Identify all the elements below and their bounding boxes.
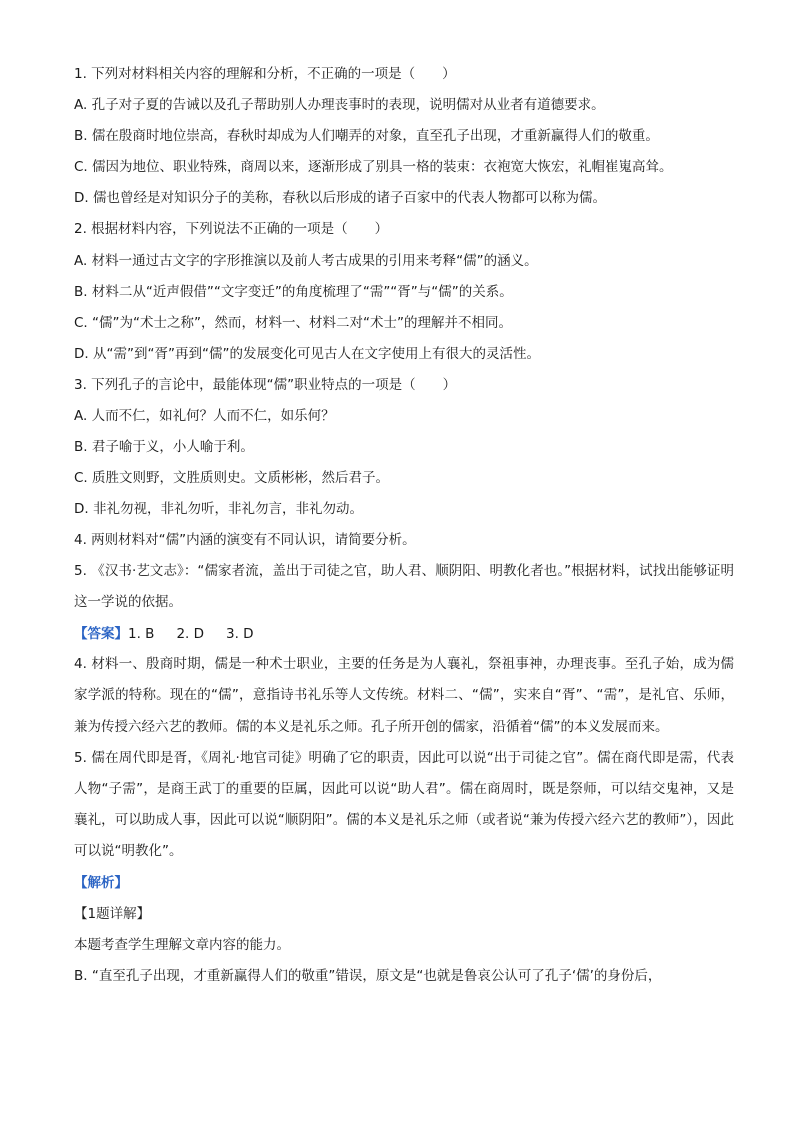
question-2-option-a: A. 材料一通过古文字的字形推演以及前人考古成果的引用来考释“儒”的涵义。 [74, 252, 538, 269]
answer-5: 5. 儒在周代即是胥，《周礼·地官司徒》明确了它的职责，因此可以说“出于司徒之官”。儒在商代即是需，代表人物“子需”，是商王武丁的重要的臣属，因此可以说“助人君”。儒在商周时，既是祭师，可以结交鬼神，又是襄礼，可以助成人事，因此可以说“顺阴阳”。儒的本义是礼乐之师（或者说“兼为传授六经六艺的教师”），因此可以说“明教化”。 [74, 749, 734, 860]
question-1-option-a: A. 孔子对子夏的告诫以及孔子帮助别人办理丧事时的表现，说明儒对从业者有道德要求。 [74, 97, 605, 114]
document-page [74, 64, 734, 997]
question-1-option-b: B. 儒在殷商时地位崇高，春秋时却成为人们嘲弄的对象，直至孔子出现，才重新赢得人们的敬重。 [74, 128, 659, 145]
question-3-option-a: A. 人而不仁，如礼何？人而不仁，如乐何？ [74, 408, 335, 425]
question-3-option-b: B. 君子喻于义，小人喻于利。 [74, 439, 254, 456]
answer-2: 2. D [176, 625, 205, 642]
answer-1: 1. B [128, 625, 155, 642]
question-1-option-d: D. 儒也曾经是对知识分子的美称，春秋以后形成的诸子百家中的代表人物都可以称为儒。 [74, 190, 606, 207]
analysis-tag-row [74, 873, 734, 893]
question-1-option-c: C. 儒因为地位、职业特殊，商周以来，逐渐形成了别具一格的装束：衣袍宽大恢宏，礼帽崔嵬高耸。 [74, 159, 673, 176]
analysis-subheading-1: 【1题详解】 [74, 905, 151, 922]
answer-4: 4. 材料一、殷商时期，儒是一种术士职业，主要的任务是为人襄礼，祭祖事神，办理丧事。至孔子始，成为儒家学派的特称。现在的“儒”，意指诗书礼乐等人文传统。材料二、“儒”，实来自“胥”、“需”，是礼官、乐师，兼为传授六经六艺的教师。儒的本义是礼乐之师。孔子所开创的儒家，沿循着“儒”的本义发展而来。 [74, 656, 734, 735]
question-2-option-b: B. 材料二从“近声假借”“文字变迁”的角度梳理了“需”“胥”与“儒”的关系。 [74, 283, 513, 300]
question-3-stem: 3. 下列孔子的言论中，最能体现“儒”职业特点的一项是（ ） [74, 376, 457, 393]
analysis-text-2: B. “直至孔子出现，才重新赢得人们的敬重”错误，原文是“也就是鲁哀公认可了孔子‘儒’的身份后， [74, 968, 662, 984]
question-3-option-c: C. 质胜文则野，文胜质则史。文质彬彬，然后君子。 [74, 470, 390, 487]
answer-3: 3. D [226, 625, 254, 642]
question-4-stem: 4. 两则材料对“儒”内涵的演变有不同认识，请简要分析。 [74, 532, 416, 549]
answer-tag: 【答案】 [74, 625, 128, 642]
question-5-stem: 5. 《汉书·艺文志》：“儒家者流，盖出于司徒之官，助人君、顺阴阳、明教化者也。”根据材料，试找出能够证明这一学说的依据。 [74, 563, 734, 611]
question-2-stem: 2. 根据材料内容，下列说法不正确的一项是（ ） [74, 221, 389, 238]
analysis-text-1: 本题考查学生理解文章内容的能力。 [74, 936, 290, 953]
question-2-option-d: D. 从“需”到“胥”再到“儒”的发展变化可见古人在文字使用上有很大的灵活性。 [74, 345, 540, 362]
answer-row [74, 624, 734, 644]
question-1-stem: 1. 下列对材料相关内容的理解和分析，不正确的一项是（ ） [74, 66, 456, 82]
question-3-option-d: D. 非礼勿视，非礼勿听，非礼勿言，非礼勿动。 [74, 501, 363, 518]
question-2-option-c: C. “儒”为“术士之称”，然而，材料一、材料二对“术士”的理解并不相同。 [74, 314, 512, 331]
analysis-tag: 【解析】 [74, 874, 128, 891]
